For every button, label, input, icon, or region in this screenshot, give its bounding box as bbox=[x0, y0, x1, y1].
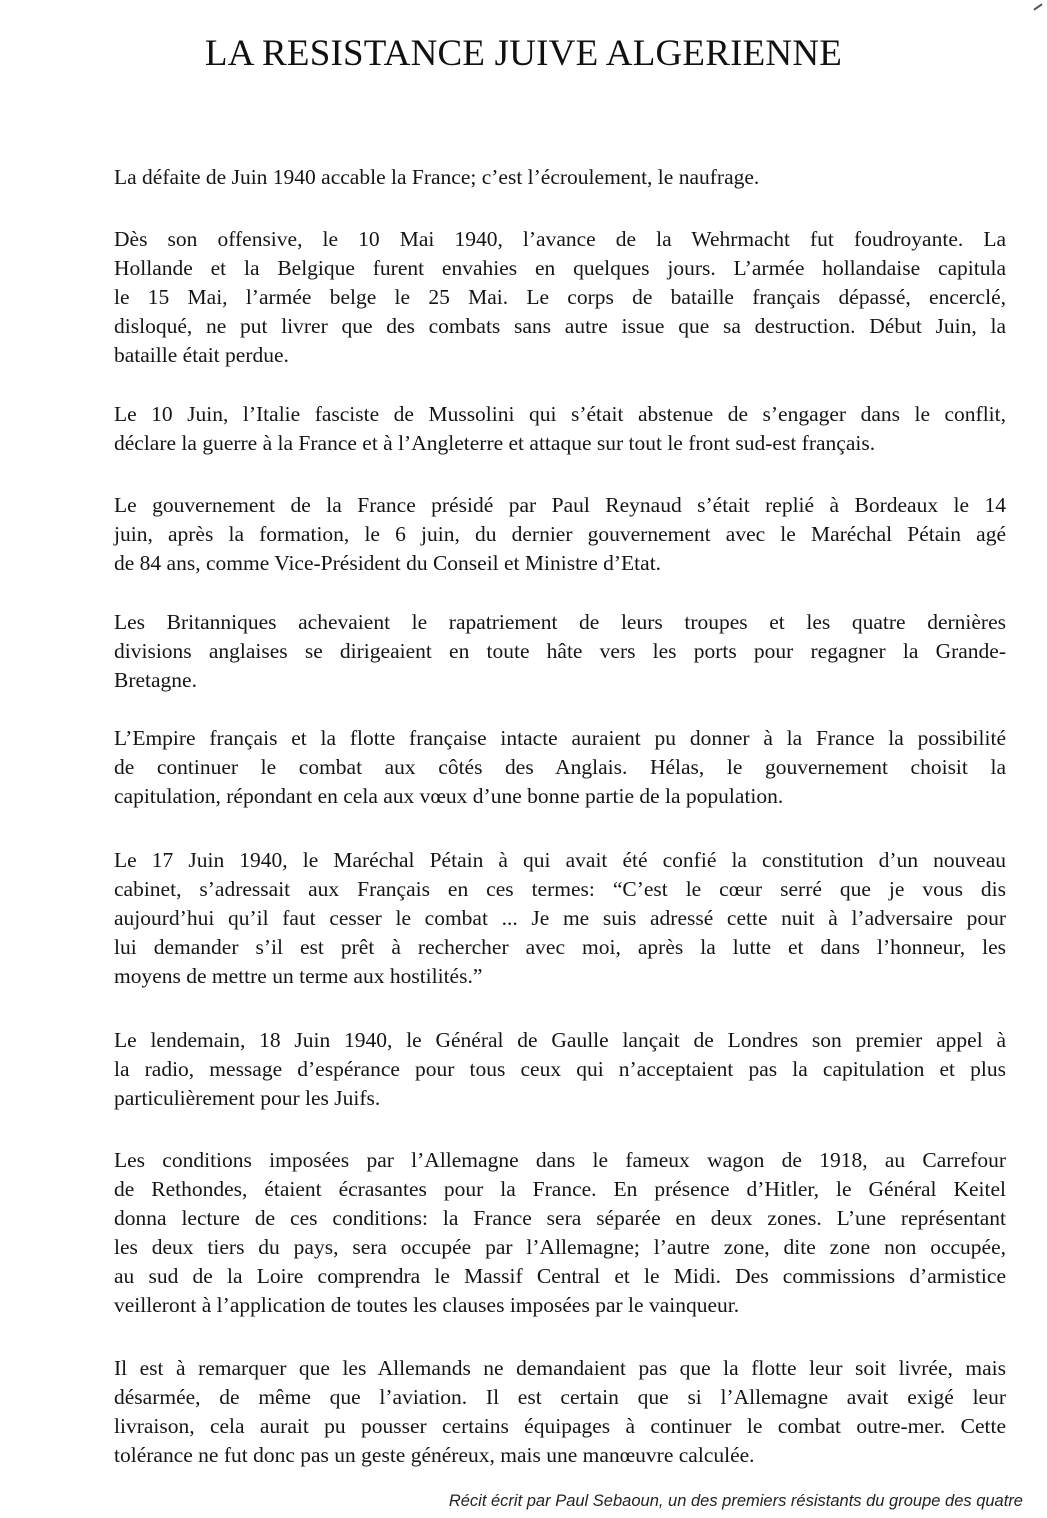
paragraph-2 bbox=[114, 225, 1006, 370]
text-line: de Rethondes, étaient écrasantes pour la France. En présence d’Hitler, le Général Keitel bbox=[114, 1177, 1006, 1201]
text-line: veilleront à l’application de toutes les clauses imposées par le vainqueur. bbox=[114, 1293, 740, 1317]
text-line: Bretagne. bbox=[114, 668, 197, 692]
paragraph-3 bbox=[114, 400, 1006, 458]
text-line: capitulation, répondant en cela aux vœux d’une bonne partie de la population. bbox=[114, 784, 784, 808]
paragraph-4 bbox=[114, 491, 1006, 578]
text-line: Il est à remarquer que les Allemands ne demandaient pas que la flotte leur soit livrée, mais bbox=[114, 1356, 1006, 1380]
text-line: tolérance ne fut donc pas un geste généreux, mais une manœuvre calculée. bbox=[114, 1443, 755, 1467]
text-line: lui demander s’il est prêt à rechercher avec moi, après la lutte et dans l’honneur, les bbox=[114, 935, 1006, 959]
text-line: moyens de mettre un terme aux hostilités.” bbox=[114, 964, 483, 988]
text-line: Les conditions imposées par l’Allemagne dans le fameux wagon de 1918, au Carrefour bbox=[114, 1148, 1006, 1172]
paragraph-10 bbox=[114, 1354, 1006, 1470]
text-line: Le gouvernement de la France présidé par Paul Reynaud s’était replié à Bordeaux le 14 bbox=[114, 493, 1006, 517]
paragraph-9 bbox=[114, 1146, 1006, 1320]
text-line: de 84 ans, comme Vice-Président du Conseil et Ministre d’Etat. bbox=[114, 551, 662, 575]
text-line: particulièrement pour les Juifs. bbox=[114, 1086, 381, 1110]
text-line: désarmée, de même que l’aviation. Il est certain que si l’Allemagne avait exigé leur bbox=[114, 1385, 1006, 1409]
text-line: divisions anglaises se dirigeaient en toute hâte vers les ports pour regagner la Grande- bbox=[114, 639, 1006, 663]
text-line: la radio, message d’espérance pour tous ceux qui n’acceptaient pas la capitulation et plus bbox=[114, 1057, 1006, 1081]
text-line: L’Empire français et la flotte française intacte auraient pu donner à la France la possibilité bbox=[114, 726, 1006, 750]
text-line: bataille était perdue. bbox=[114, 343, 289, 367]
text-line: de continuer le combat aux côtés des Anglais. Hélas, le gouvernement choisit la bbox=[114, 755, 1006, 779]
text-line: déclare la guerre à la France et à l’Angleterre et attaque sur tout le front sud-est français. bbox=[114, 431, 876, 455]
text-line: juin, après la formation, le 6 juin, du dernier gouvernement avec le Maréchal Pétain agé bbox=[114, 522, 1006, 546]
text-line: les deux tiers du pays, sera occupée par l’Allemagne; l’autre zone, dite zone non occupée, bbox=[114, 1235, 1006, 1259]
text-line: Le lendemain, 18 Juin 1940, le Général de Gaulle lançait de Londres son premier appel à bbox=[114, 1028, 1006, 1052]
text-line: Hollande et la Belgique furent envahies en quelques jours. L’armée hollandaise capitula bbox=[114, 256, 1006, 280]
author-signature: Récit écrit par Paul Sebaoun, un des premiers résistants du groupe des quatre bbox=[448, 1492, 1023, 1510]
text-line: au sud de la Loire comprendra le Massif Central et le Midi. Des commissions d’armistice bbox=[114, 1264, 1006, 1288]
text-line: cabinet, s’adressait aux Français en ces termes: “C’est le cœur serré que je vous dis bbox=[114, 877, 1006, 901]
page-title: LA RESISTANCE JUIVE ALGERIENNE bbox=[204, 33, 843, 74]
text-line: livraison, cela aurait pu pousser certains équipages à continuer le combat outre-mer. Cette bbox=[114, 1414, 1006, 1438]
text-line: aujourd’hui qu’il faut cesser le combat ... Je me suis adressé cette nuit à l’adversaire pour bbox=[114, 906, 1006, 930]
paragraph-7 bbox=[114, 846, 1006, 991]
paragraph-8 bbox=[114, 1026, 1006, 1113]
scan-mark bbox=[1033, 3, 1042, 10]
text-line: Le 10 Juin, l’Italie fasciste de Mussolini qui s’était abstenue de s’engager dans le conflit, bbox=[114, 402, 1006, 426]
text-line: donna lecture de ces conditions: la France sera séparée en deux zones. L’une représentant bbox=[114, 1206, 1006, 1230]
text-line: le 15 Mai, l’armée belge le 25 Mai. Le corps de bataille français dépassé, encerclé, bbox=[114, 285, 1006, 309]
text-line: La défaite de Juin 1940 accable la France; c’est l’écroulement, le naufrage. bbox=[114, 165, 760, 189]
text-line: Les Britanniques achevaient le rapatriement de leurs troupes et les quatre dernières bbox=[114, 610, 1006, 634]
paragraph-1 bbox=[114, 163, 1006, 192]
text-line: Dès son offensive, le 10 Mai 1940, l’avance de la Wehrmacht fut foudroyante. La bbox=[114, 227, 1006, 251]
text-line: disloqué, ne put livrer que des combats sans autre issue que sa destruction. Début Juin, la bbox=[114, 314, 1006, 338]
paragraph-6 bbox=[114, 724, 1006, 811]
paragraph-5 bbox=[114, 608, 1006, 695]
text-line: Le 17 Juin 1940, le Maréchal Pétain à qui avait été confié la constitution d’un nouveau bbox=[114, 848, 1006, 872]
